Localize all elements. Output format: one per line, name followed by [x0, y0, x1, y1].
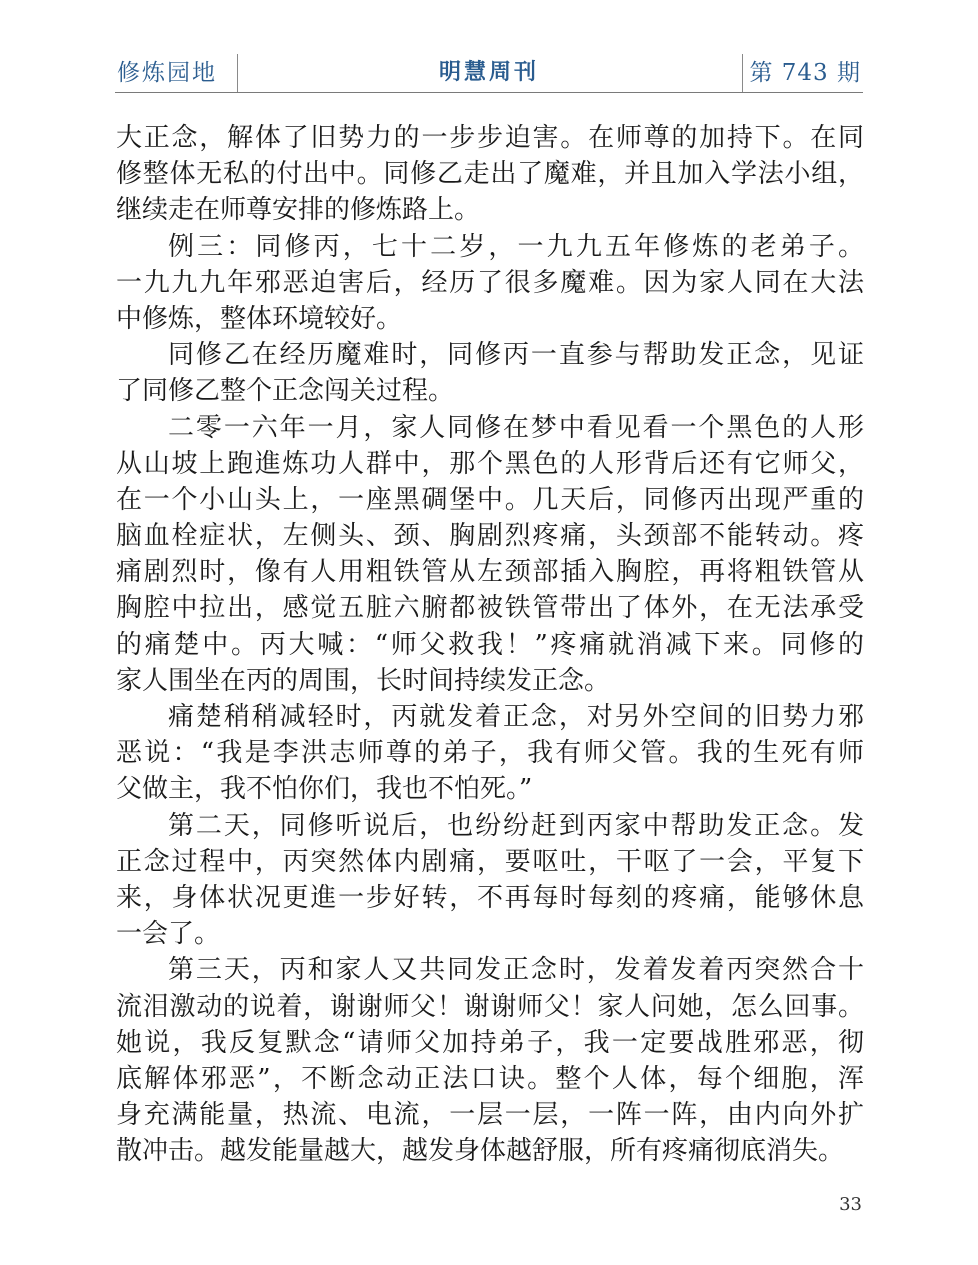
- text-line: 痛剧烈时，像有人用粗铁管从左颈部插入胸腔，再将粗铁管从: [116, 557, 864, 588]
- text-line: 痛楚稍稍减轻时，丙就发着正念，对另外空间的旧势力邪: [168, 702, 864, 732]
- text-line: 身充满能量，热流、电流，一层一层，一阵一阵，由内向外扩: [116, 1100, 864, 1131]
- section-title: 修炼园地: [117, 60, 217, 86]
- text-line: 大正念，解体了旧势力的一步步迫害。在师尊的加持下。在同: [116, 123, 864, 153]
- text-line: 散冲击。越发能量越大，越发身体越舒服，所有疼痛彻底消失。: [116, 1136, 845, 1167]
- text-line: 胸腔中拉出，感觉五脏六腑都被铁管带出了体外，在无法承受: [116, 593, 864, 624]
- text-line: 了同修乙整个正念闯关过程。: [116, 376, 455, 407]
- page-number: 33: [839, 1194, 862, 1215]
- text-line: 的痛楚中。丙大喊：“师父救我！”疼痛就消减下来。同修的: [116, 629, 864, 660]
- text-line: 来，身体状况更進一步好转，不再每时每刻的疼痛，能够休息: [116, 882, 864, 913]
- header-divider-right: [742, 54, 743, 92]
- text-line: 第三天，丙和家人又共同发正念时，发着发着丙突然合十: [168, 955, 864, 986]
- publication-title: 明慧周刊: [438, 60, 539, 85]
- text-line: 一会了。: [116, 919, 221, 950]
- text-line: 正念过程中，丙突然体内剧痛，要呕吐，干呕了一会，平复下: [116, 846, 864, 877]
- text-line: 例三：同修丙，七十二岁，一九九五年修炼的老弟子。: [168, 231, 864, 262]
- paragraph: [116, 808, 864, 953]
- text-line: 底解体邪恶”，不断念动正法口诀。整个人体，每个细胞，浑: [116, 1063, 864, 1094]
- issue-number: 第 743 期: [749, 60, 861, 86]
- text-line: 她说，我反复默念“请师父加持弟子，我一定要战胜邪恶，彻: [116, 1027, 864, 1058]
- paragraph: [116, 229, 864, 338]
- text-line: 脑血栓症状，左侧头、颈、胸剧烈疼痛，头颈部不能转动。疼: [116, 521, 864, 552]
- text-line: 父做主，我不怕你们，我也不怕死。”: [116, 774, 533, 805]
- text-line: 家人围坐在丙的周围，长时间持续发正念。: [116, 665, 611, 696]
- paragraph: [116, 952, 864, 1169]
- article-body: [116, 120, 864, 1169]
- text-line: 流泪激动的说着，谢谢师父！谢谢师父！家人问她，怎么回事。: [116, 991, 864, 1022]
- text-line: 从山坡上跑進炼功人群中，那个黑色的人形背后还有它师父，: [116, 448, 864, 479]
- paragraph: [116, 410, 864, 700]
- paragraph: [116, 699, 864, 808]
- text-line: 中修炼，整体环境较好。: [116, 303, 403, 334]
- text-line: 修整体无私的付出中。同修乙走出了魔难，并且加入学法小组，: [116, 159, 864, 190]
- paragraph: [116, 120, 864, 229]
- paragraph: [116, 337, 864, 409]
- text-line: 恶说：“我是李洪志师尊的弟子，我有师父管。我的生死有师: [116, 738, 864, 769]
- text-line: 第二天，同修听说后，也纷纷赶到丙家中帮助发正念。发: [168, 810, 864, 841]
- page-header: [115, 48, 863, 93]
- text-line: 二零一六年一月，家人同修在梦中看见看一个黑色的人形: [168, 412, 864, 443]
- text-line: 一九九九年邪恶迫害后，经历了很多魔难。因为家人同在大法: [116, 267, 864, 298]
- text-line: 同修乙在经历魔难时，同修丙一直参与帮助发正念，见证: [168, 340, 864, 371]
- text-line: 继续走在师尊安排的修炼路上。: [116, 195, 481, 226]
- text-line: 在一个小山头上，一座黑碉堡中。几天后，同修丙出现严重的: [116, 484, 864, 515]
